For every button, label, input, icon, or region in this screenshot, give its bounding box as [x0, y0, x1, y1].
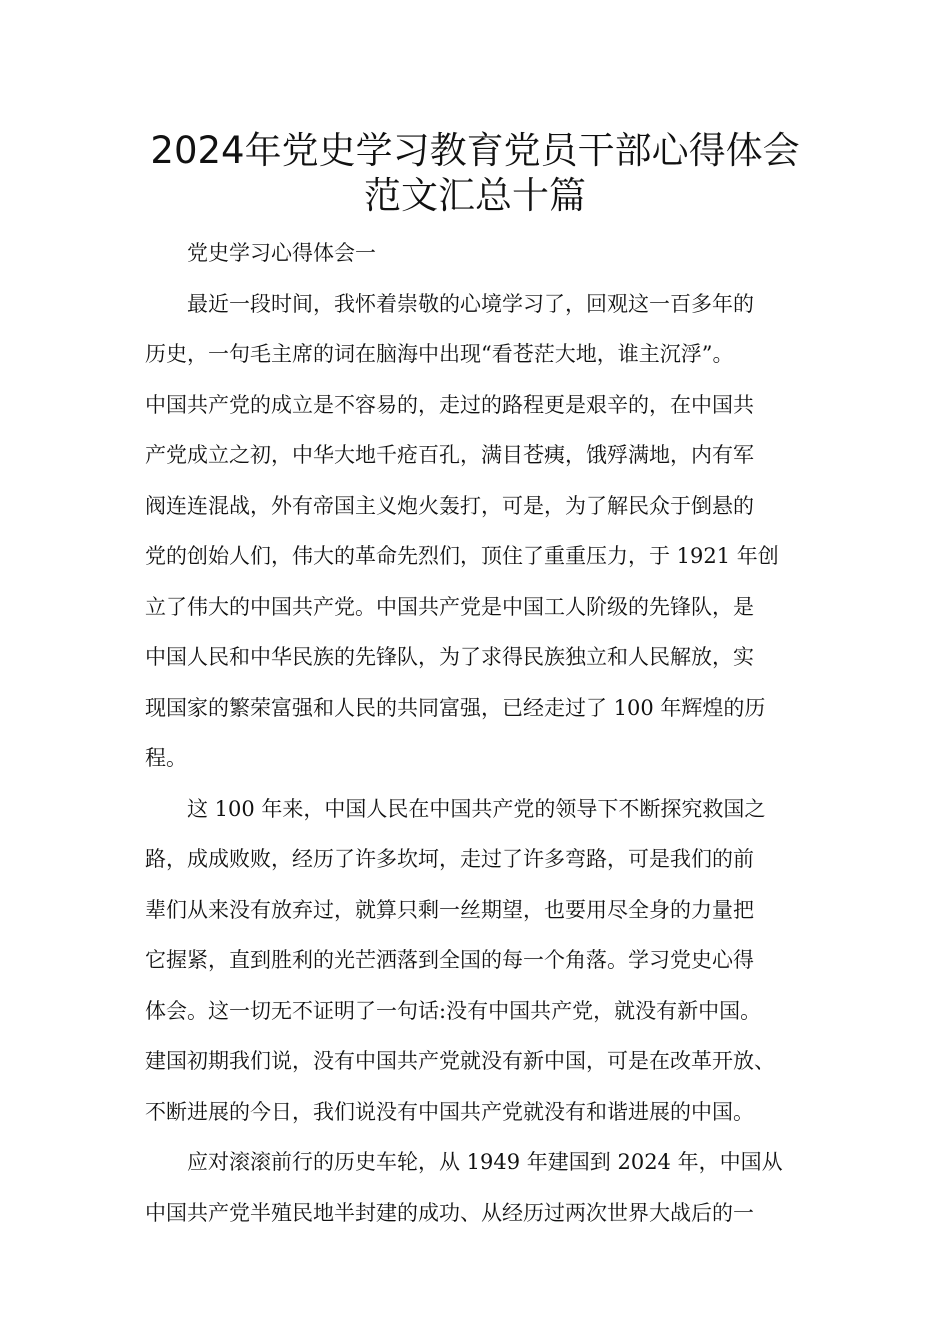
paragraph-line: 中国人民和中华民族的先锋队，为了求得民族独立和人民解放，实	[145, 645, 754, 669]
document-body	[145, 228, 810, 1238]
paragraph-line: 最近一段时间，我怀着崇敬的心境学习了，回观这一百多年的	[187, 291, 754, 316]
section-heading: 党史学习心得体会一	[187, 241, 376, 265]
paragraph-3	[145, 1137, 810, 1238]
paragraph-line: 它握紧，直到胜利的光芒洒落到全国的每一个角落。学习党史心得	[145, 948, 754, 972]
paragraph-line: 体会。这一切无不证明了一句话:没有中国共产党，就没有新中国。	[145, 998, 762, 1023]
paragraph-line: 辈们从来没有放弃过，就算只剩一丝期望，也要用尽全身的力量把	[145, 897, 754, 922]
paragraph-line: 党的创始人们，伟大的革命先烈们，顶住了重重压力，于 1921 年创	[145, 544, 779, 568]
paragraph-line: 中国共产党半殖民地半封建的成功、从经历过两次世界大战后的一	[145, 1200, 754, 1225]
paragraph-line: 阀连连混战，外有帝国主义炮火轰打，可是，为了解民众于倒悬的	[145, 493, 754, 518]
paragraph-line: 产党成立之初，中华大地千疮百孔，满目苍痍，饿殍满地，内有军	[145, 443, 754, 467]
paragraph-line: 建国初期我们说，没有中国共产党就没有新中国，可是在改革开放、	[145, 1049, 775, 1073]
paragraph-line: 程。	[145, 746, 187, 770]
paragraph-line: 路，成成败败，经历了许多坎坷，走过了许多弯路，可是我们的前	[145, 847, 754, 871]
document-title	[120, 128, 830, 218]
paragraph-line: 不断进展的今日，我们说没有中国共产党就没有和谐进展的中国。	[145, 1099, 754, 1124]
title-line-2: 范文汇总十篇	[364, 174, 586, 217]
paragraph-line: 这 100 年来，中国人民在中国共产党的领导下不断探究救国之	[187, 796, 766, 821]
paragraph-line: 中国共产党的成立是不容易的，走过的路程更是艰辛的，在中国共	[145, 392, 754, 417]
paragraph-2	[145, 784, 810, 1138]
paragraph-1	[145, 279, 810, 784]
paragraph-line: 历史，一句毛主席的词在脑海中出现“看苍茫大地，谁主沉浮”。	[145, 342, 734, 366]
paragraph-line: 现国家的繁荣富强和人民的共同富强，已经走过了 100 年辉煌的历	[145, 695, 766, 720]
title-line-1: 2024年党史学习教育党员干部心得体会	[150, 129, 800, 172]
paragraph-line: 应对滚滚前行的历史车轮，从 1949 年建国到 2024 年，中国从	[187, 1150, 783, 1174]
paragraph-line: 立了伟大的中国共产党。中国共产党是中国工人阶级的先锋队，是	[145, 594, 754, 619]
